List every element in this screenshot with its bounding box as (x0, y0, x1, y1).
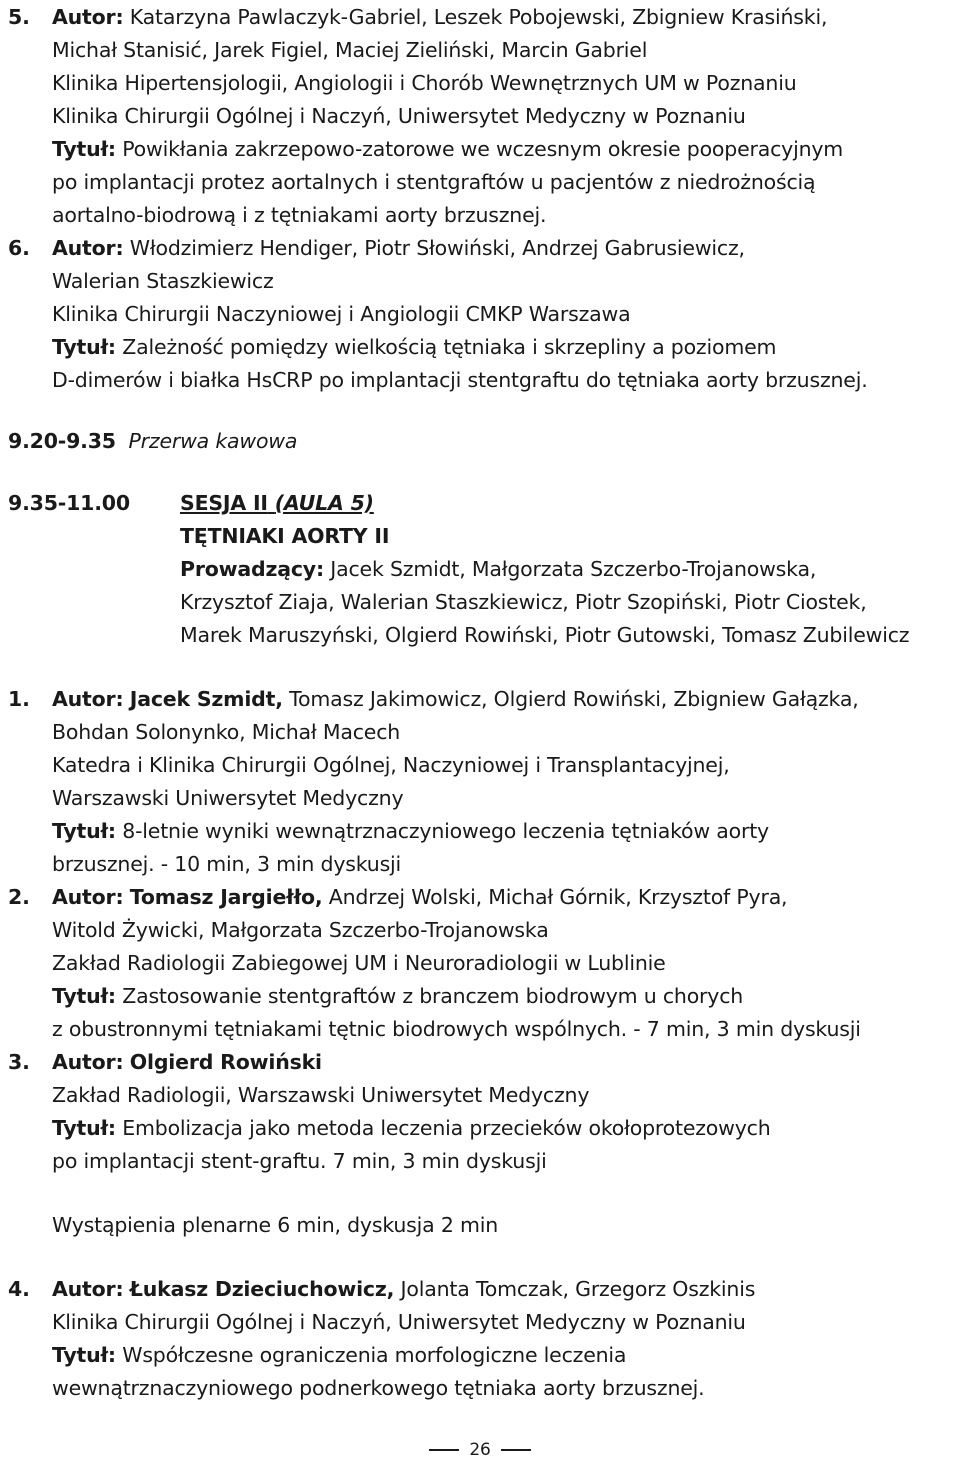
session-topic: TĘTNIAKI AORTY II (180, 524, 390, 548)
author-label: Autor: (52, 1050, 124, 1074)
title-line (52, 1115, 771, 1141)
chairs-names: Jacek Szmidt, Małgorzata Szczerbo-Trojanowska, (330, 557, 817, 581)
chairs-line (180, 556, 816, 582)
author-line (52, 235, 745, 261)
page-number: 26 (469, 1440, 491, 1460)
title-line: z obustronnymi tętniakami tętnic biodrowych wspólnych. - 7 min, 3 min dyskusji (52, 1017, 861, 1041)
author-names: Włodzimierz Hendiger, Piotr Słowiński, Andrzej Gabrusiewicz, (129, 236, 745, 260)
title-line (52, 334, 776, 360)
title-line: D-dimerów i białka HsCRP po implantacji stentgraftu do tętniaka aorty brzusznej. (52, 368, 868, 392)
author-line (52, 884, 787, 910)
footer-dash-left (429, 1449, 459, 1451)
author-presenter: Łukasz Dzieciuchowicz, (129, 1277, 395, 1301)
chairs-label: Prowadzący: (180, 557, 324, 581)
title-text: Zależność pomiędzy wielkością tętniaka i skrzepliny a poziomem (122, 335, 777, 359)
author-label: Autor: (52, 5, 124, 29)
author-line: Witold Żywicki, Małgorzata Szczerbo-Trojanowska (52, 918, 549, 942)
item-number: 6. (8, 236, 30, 260)
affiliation-line: Klinika Chirurgii Ogólnej i Naczyń, Uniwersytet Medyczny w Poznaniu (52, 1310, 746, 1334)
title-line: brzusznej. - 10 min, 3 min dyskusji (52, 852, 402, 876)
title-text: Embolizacja jako metoda leczenia przecieków okołoprotezowych (122, 1116, 771, 1140)
chairs-line: Marek Maruszyński, Olgierd Rowiński, Piotr Gutowski, Tomasz Zubilewicz (180, 623, 910, 647)
title-line (52, 1342, 626, 1368)
author-presenter: Olgierd Rowiński (129, 1050, 322, 1074)
author-presenter: Jacek Szmidt, (129, 687, 283, 711)
title-label: Tytuł: (52, 984, 116, 1008)
item-number: 3. (8, 1050, 30, 1074)
affiliation-line: Klinika Chirurgii Ogólnej i Naczyń, Uniwersytet Medyczny w Poznaniu (52, 104, 746, 128)
author-presenter: Tomasz Jargiełło, (129, 885, 323, 909)
affiliation-line: Zakład Radiologii Zabiegowej UM i Neuroradiologii w Lublinie (52, 951, 666, 975)
session-time: 9.35-11.00 (8, 491, 130, 515)
item-number: 5. (8, 5, 30, 29)
author-label: Autor: (52, 236, 124, 260)
author-line (52, 1276, 755, 1302)
author-line (52, 686, 859, 712)
title-line: wewnątrznaczyniowego podnerkowego tętniaka aorty brzusznej. (52, 1376, 705, 1400)
footer-dash-right (501, 1449, 531, 1451)
author-label: Autor: (52, 1277, 124, 1301)
title-text: Współczesne ograniczenia morfologiczne leczenia (122, 1343, 627, 1367)
affiliation-line: Warszawski Uniwersytet Medyczny (52, 786, 404, 810)
title-line (52, 983, 743, 1009)
author-names: Katarzyna Pawlaczyk-Gabriel, Leszek Pobojewski, Zbigniew Krasiński, (129, 5, 828, 29)
title-line: po implantacji stent-graftu. 7 min, 3 min dyskusji (52, 1149, 547, 1173)
title-text: Zastosowanie stentgraftów z branczem biodrowym u chorych (122, 984, 744, 1008)
author-names: Jolanta Tomczak, Grzegorz Oszkinis (400, 1277, 756, 1301)
item-number: 2. (8, 885, 30, 909)
author-line (52, 4, 827, 30)
author-line (52, 1049, 322, 1075)
item-number: 4. (8, 1277, 30, 1301)
title-text: 8-letnie wyniki wewnątrznaczyniowego leczenia tętniaków aorty (122, 819, 769, 843)
page-footer (0, 1440, 960, 1460)
affiliation-line: Klinika Chirurgii Naczyniowej i Angiologii CMKP Warszawa (52, 302, 631, 326)
affiliation-line: Katedra i Klinika Chirurgii Ogólnej, Naczyniowej i Transplantacyjnej, (52, 753, 730, 777)
break-time: 9.20-9.35 (8, 429, 116, 453)
author-names: Andrzej Wolski, Michał Górnik, Krzysztof Pyra, (328, 885, 788, 909)
break-label: Przerwa kawowa (128, 429, 298, 453)
affiliation-line: Zakład Radiologii, Warszawski Uniwersytet Medyczny (52, 1083, 590, 1107)
author-line: Bohdan Solonynko, Michał Macech (52, 720, 401, 744)
title-line: po implantacji protez aortalnych i stentgraftów u pacjentów z niedrożnością (52, 170, 816, 194)
item-number: 1. (8, 687, 30, 711)
author-names: Tomasz Jakimowicz, Olgierd Rowiński, Zbigniew Gałązka, (289, 687, 859, 711)
author-label: Autor: (52, 687, 124, 711)
session-room: (AULA 5) (274, 491, 374, 515)
title-line: aortalno-biodrową i z tętniakami aorty brzusznej. (52, 203, 547, 227)
author-line: Walerian Staszkiewicz (52, 269, 274, 293)
title-line (52, 136, 843, 162)
plenary-note: Wystąpienia plenarne 6 min, dyskusja 2 min (52, 1213, 499, 1237)
author-line: Michał Stanisić, Jarek Figiel, Maciej Zieliński, Marcin Gabriel (52, 38, 648, 62)
title-label: Tytuł: (52, 335, 116, 359)
title-label: Tytuł: (52, 1116, 116, 1140)
affiliation-line: Klinika Hipertensjologii, Angiologii i Chorób Wewnętrznych UM w Poznaniu (52, 71, 797, 95)
coffee-break (8, 428, 297, 454)
title-label: Tytuł: (52, 1343, 116, 1367)
session-name: SESJA II (180, 491, 268, 515)
title-label: Tytuł: (52, 137, 116, 161)
title-text: Powikłania zakrzepowo-zatorowe we wczesnym okresie pooperacyjnym (122, 137, 844, 161)
title-line (52, 818, 769, 844)
author-label: Autor: (52, 885, 124, 909)
title-label: Tytuł: (52, 819, 116, 843)
chairs-line: Krzysztof Ziaja, Walerian Staszkiewicz, Piotr Szopiński, Piotr Ciostek, (180, 590, 867, 614)
session-title (180, 490, 374, 516)
